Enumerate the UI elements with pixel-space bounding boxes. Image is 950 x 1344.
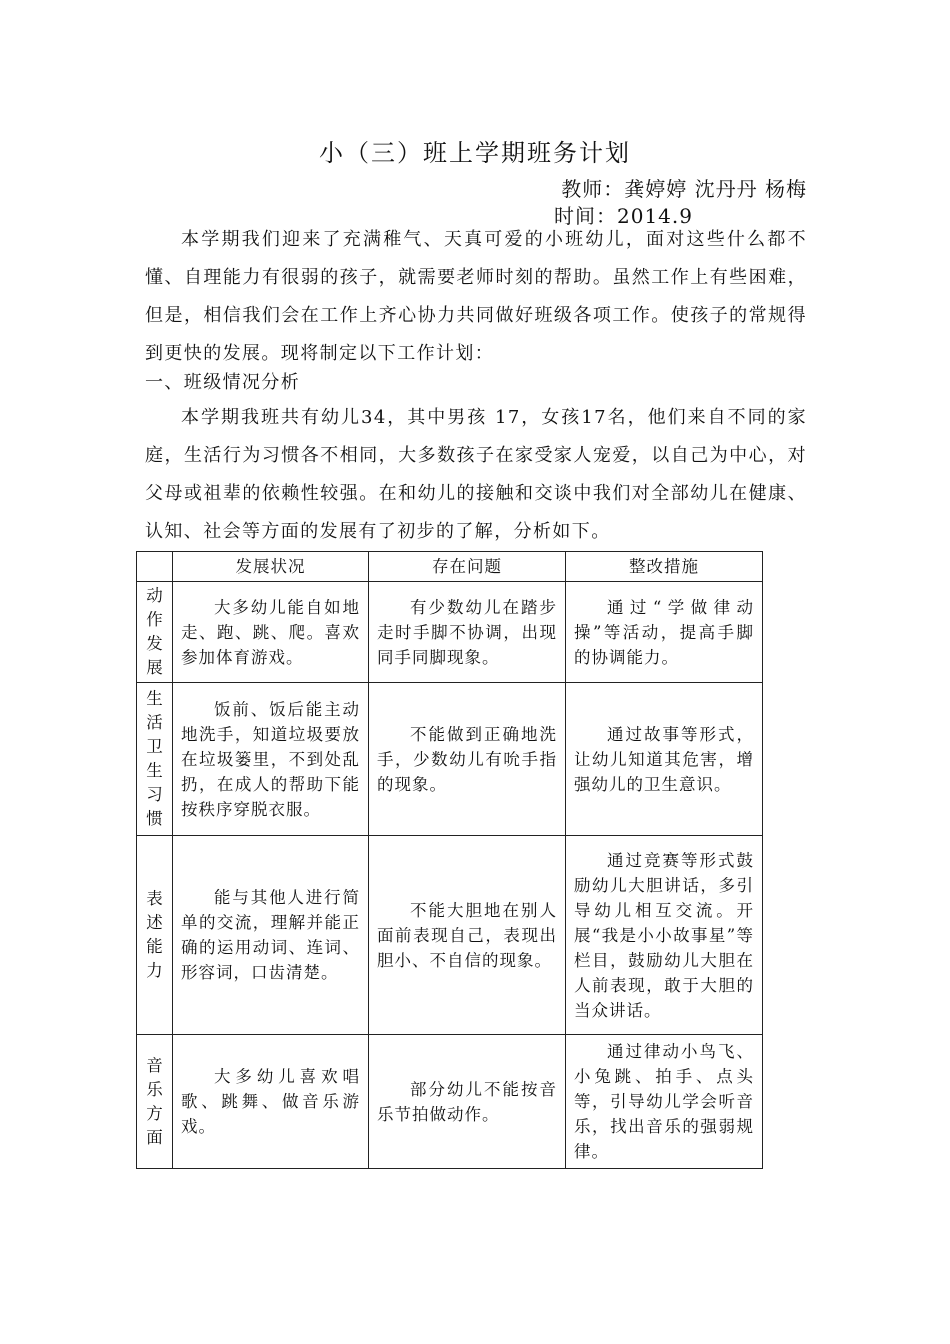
table-header-problem: 存在问题 (369, 552, 566, 582)
row-status: 大多幼儿喜欢唱歌、跳舞、做音乐游戏。 (173, 1035, 369, 1169)
table-header-row (137, 552, 763, 582)
class-analysis-paragraph: 本学期我班共有幼儿34，其中男孩 17，女孩17名，他们来自不同的家庭，生活行为习惯各不相同，大多数孩子在家受家人宠爱，以自己为中心，对父母或祖辈的依赖性较强。在和幼儿的接触和交谈中我们对全部幼儿在健康、认知、社会等方面的发展有了初步的了解，分析如下。 (145, 407, 807, 542)
row-category-text: 表述能力 (146, 889, 164, 980)
date-line: 时间：2014.9 (554, 204, 693, 228)
row-problem: 不能大胆地在别人面前表现自己，表现出胆小、不自信的现象。 (369, 836, 566, 1035)
row-measure: 通过“学做律动操”等活动，提高手脚的协调能力。 (566, 582, 763, 683)
table-row (137, 582, 763, 683)
table-header-measure: 整改措施 (566, 552, 763, 582)
teachers-line: 教师：龚婷婷 沈丹丹 杨梅 (561, 177, 807, 201)
analysis-table (136, 551, 763, 1169)
table-row (137, 836, 763, 1035)
row-problem: 不能做到正确地洗手，少数幼儿有吮手指的现象。 (369, 683, 566, 836)
table-header-status: 发展状况 (173, 552, 369, 582)
row-category (137, 1035, 173, 1169)
row-measure: 通过律动小鸟飞、小兔跳、拍手、点头等，引导幼儿学会听音乐，找出音乐的强弱规律。 (566, 1035, 763, 1169)
row-category-text: 音乐方面 (146, 1055, 164, 1147)
row-measure: 通过故事等形式，让幼儿知道其危害，增强幼儿的卫生意识。 (566, 683, 763, 836)
row-problem: 部分幼儿不能按音乐节拍做动作。 (369, 1035, 566, 1169)
row-category (137, 836, 173, 1035)
table-row (137, 1035, 763, 1169)
section-heading: 一、班级情况分析 (145, 372, 301, 393)
row-category (137, 683, 173, 836)
row-category-text: 生活卫生习惯 (146, 689, 164, 828)
row-status: 饭前、饭后能主动地洗手，知道垃圾要放在垃圾篓里，不到处乱扔，在成人的帮助下能按秩序穿脱衣服。 (173, 683, 369, 836)
table-row (137, 683, 763, 836)
row-status: 能与其他人进行简单的交流，理解并能正确的运用动词、连词、形容词，口齿清楚。 (173, 836, 369, 1035)
row-status: 大多幼儿能自如地走、跑、跳、爬。喜欢参加体育游戏。 (173, 582, 369, 683)
row-category (137, 582, 173, 683)
row-category-text: 动作发展 (146, 586, 164, 677)
row-measure: 通过竞赛等形式鼓励幼儿大胆讲话，多引导幼儿相互交流。开展“我是小小故事星”等栏目，鼓励幼儿大胆在人前表现，敢于大胆的当众讲话。 (566, 836, 763, 1035)
table-header-empty (137, 552, 173, 582)
document-title: 小（三）班上学期班务计划 (319, 139, 631, 167)
row-problem: 有少数幼儿在踏步走时手脚不协调，出现同手同脚现象。 (369, 582, 566, 683)
intro-paragraph: 本学期我们迎来了充满稚气、天真可爱的小班幼儿，面对这些什么都不懂、自理能力有很弱的孩子，就需要老师时刻的帮助。虽然工作上有些困难，但是，相信我们会在工作上齐心协力共同做好班级各项工作。使孩子的常规得到更快的发展。现将制定以下工作计划： (145, 229, 807, 364)
